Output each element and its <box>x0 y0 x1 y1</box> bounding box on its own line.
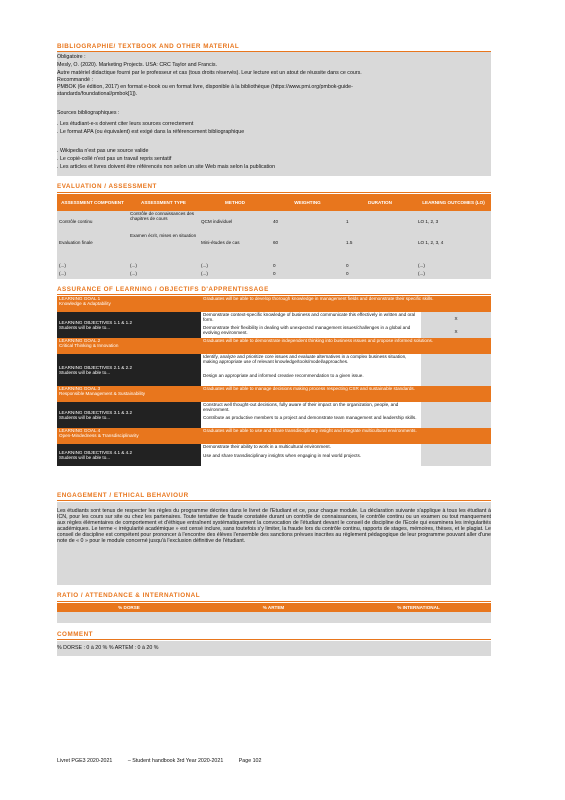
bibliography-title: BIBLIOGRAPHIE/ TEXTBOOK AND OTHER MATERIAL <box>57 43 240 50</box>
objective-row <box>57 312 491 325</box>
objective-label-cell <box>57 444 201 466</box>
goal-label-cell <box>57 296 201 312</box>
objective-text: Identify, analyze and prioritize core issues and evaluate alternatives in a complex business situation, making appropriate use of relevant knowledge/tools/model/approaches. <box>201 354 421 373</box>
goal-text: Graduates will be able to manage decisions making process respecting CSR and sustainable standards. <box>201 386 491 402</box>
objective-label: LEARNING OBJECTIVES 1.1 & 1.2 <box>59 319 133 325</box>
table-row <box>57 211 491 233</box>
table-row <box>57 271 491 279</box>
table-cell <box>128 253 199 263</box>
objective-row <box>57 444 491 453</box>
eval-header: WEIGHTING <box>271 194 344 211</box>
objective-sub: Students will be able to... <box>59 415 111 420</box>
table-cell <box>201 612 346 623</box>
table-cell: (...) <box>128 271 199 279</box>
eval-header: ASSESSMENT TYPE <box>128 194 199 211</box>
learning-goal-row <box>57 386 491 402</box>
goal-text: Graduates will be able to demonstrate independent thinking into business issues and propose informed solutions. <box>201 338 491 354</box>
objective-label: LEARNING OBJECTIVES 3.1 & 3.2 <box>59 409 133 415</box>
biblio-line: Sources bibliographiques : <box>57 110 120 116</box>
goal-label: LEARNING GOAL 1 <box>59 296 101 301</box>
ratio-table <box>57 603 491 623</box>
table-cell <box>57 253 128 263</box>
ratio-header: % DORSE <box>57 603 201 612</box>
table-cell: Contrôle continu <box>57 211 128 233</box>
objective-mark: X <box>421 312 491 325</box>
page-footer <box>57 758 275 764</box>
footer-program: Livret PGE3 2020-2021 <box>57 758 113 764</box>
table-cell: 0 <box>344 271 416 279</box>
biblio-line: PMBOK (6e édition, 2017) en format e-book ou en format livre, disponible à la bibliothèque (https://www.pmi.org/pmbok-guide- <box>57 84 353 90</box>
eval-header: ASSESSMENT COMPONENT <box>57 194 128 211</box>
comment-divider <box>57 639 491 640</box>
table-row <box>57 612 491 623</box>
evaluation-divider <box>57 192 491 193</box>
table-row <box>57 263 491 271</box>
objective-text: Demonstrate their ability to work in a multicultural environment. <box>201 444 421 453</box>
table-cell <box>271 253 344 263</box>
footer-handbook: – Student handbook 3rd Year 2020-2021 <box>127 758 224 764</box>
table-cell: (...) <box>416 263 491 271</box>
engagement-paragraph: Les étudiants sont tenus de respecter les règles du programme décrites dans le livret de l'Etudiant et ce, pour chaque module. La déclaration suivante s'applique à tous les étudiant à ICN, pour les cours sur site ou chez les partenaires. Toute tentative de fraude constatée durant un contrôle de connaissances, le contrôle continu ou un examen ou tout manquement aux règles élémentaires de comportement et d'éthique entraînent systématiquement la convocation de l'étudiant devant le conseil de discipline de l'Ecole qui examinera les irrégularités académiques. Le terme « irrégularité académique » est censé inclure, sans toutefois s'y limiter, la fraude lors du contrôle continu, rapports de stages, mémoires, thèses, et le plagiat. Le conseil de discipline est compétent pour prononcer à l'encontre des élèves l'ensemble des sanctions prévues inscrites au règlement pédagogique de leur programme pouvant aller d'une note de « 0 » pour le module concerné jusqu'à l'exclusion définitive de l'étudiant. <box>57 508 491 545</box>
goal-name: Knowledge & Adaptability <box>59 301 111 307</box>
table-cell: 40 <box>271 211 344 233</box>
table-cell <box>199 253 271 263</box>
objective-mark <box>421 415 491 428</box>
objective-mark <box>421 373 491 386</box>
table-cell: (...) <box>416 271 491 279</box>
table-cell: 0 <box>271 271 344 279</box>
goal-name: Open-Mindedness & Transdisciplinarity <box>59 433 139 439</box>
table-cell: QCM individuel <box>199 211 271 233</box>
table-cell: Mini-études de cas <box>199 233 271 253</box>
biblio-line: . Les étudiant-e-s doivent citer leurs sources correctement <box>57 121 194 127</box>
table-cell <box>346 612 491 623</box>
biblio-line: Autre matériel didactique fourni par le professeur et cas (tous droits réservés). Leur lecture est un atout de réussite dans ce cours. <box>57 70 362 76</box>
objective-label-cell <box>57 354 201 386</box>
learning-goal-row <box>57 296 491 312</box>
table-cell: 1 <box>344 211 416 233</box>
table-cell: (...) <box>128 263 199 271</box>
goal-label: LEARNING GOAL 3 <box>59 386 101 391</box>
goal-label-cell <box>57 428 201 444</box>
table-cell: (...) <box>199 263 271 271</box>
objective-row <box>57 402 491 415</box>
table-cell <box>344 253 416 263</box>
biblio-line: . Les articles et livres doivent être référencés non selon un site Web mais selon la publication <box>57 164 276 170</box>
footer-page: Page 102 <box>238 758 262 764</box>
objective-mark: X <box>421 325 491 338</box>
comment-text: % DORSE : 0 à 20 % % ARTEM : 0 à 20 % <box>57 645 159 651</box>
ratio-header: % INTERNATIONAL <box>346 603 491 612</box>
eval-header: LEARNING OUTCOMES (LO) <box>416 194 491 211</box>
objective-text: Construct well thought-out decisions, fully aware of their impact on the organization, people, and environment. <box>201 402 421 415</box>
comment-title: COMMENT <box>57 631 94 638</box>
assurance-divider <box>57 294 491 295</box>
eval-header: DURATION <box>344 194 416 211</box>
goal-label-cell <box>57 386 201 402</box>
objective-sub: Students will be able to... <box>59 455 111 460</box>
table-row <box>57 233 491 253</box>
table-row <box>57 253 491 263</box>
ratio-title: RATIO / ATTENDANCE & INTERNATIONAL <box>57 592 201 599</box>
goal-name: Responsible Management & Sustainability <box>59 391 146 397</box>
biblio-line: . Le format APA (ou équivalent) est exigé dans la référencement bibliographique <box>57 129 245 135</box>
learning-goals-table <box>57 296 491 466</box>
table-cell: Evaluation finale <box>57 233 128 253</box>
engagement-divider <box>57 500 491 501</box>
objective-sub: Students will be able to... <box>59 325 111 330</box>
goal-name: Critical Thinking & Innovation <box>59 343 119 349</box>
goal-label: LEARNING GOAL 2 <box>59 338 101 343</box>
biblio-line: Obligatoire : <box>57 54 86 60</box>
learning-goal-row <box>57 338 491 354</box>
objective-label: LEARNING OBJECTIVES 2.1 & 2.2 <box>59 364 133 370</box>
objective-text: Use and share transdisciplinary insights when engaging in real world projects. <box>201 453 421 466</box>
table-cell: 0 <box>271 263 344 271</box>
ratio-divider <box>57 601 491 602</box>
evaluation-title: EVALUATION / ASSESSMENT <box>57 183 157 190</box>
objective-text: Design an appropriate and informed creative recommendation to a given issue. <box>201 373 421 386</box>
assurance-title: ASSURANCE OF LEARNING / OBJECTIFS D'APPRENTISSAGE <box>57 286 269 293</box>
objective-label-cell <box>57 402 201 428</box>
evaluation-table <box>57 194 491 279</box>
eval-header: METHOD <box>199 194 271 211</box>
table-cell: (...) <box>199 271 271 279</box>
table-cell: (...) <box>57 263 128 271</box>
table-cell: Examen écrit, mises en situation <box>128 233 199 253</box>
table-cell: (...) <box>57 271 128 279</box>
objective-text: Contribute as productive members to a project and demonstrate team management and leadership skills. <box>201 415 421 428</box>
table-cell: 1.5 <box>344 233 416 253</box>
table-cell: LO 1, 2, 3, 4 <box>416 233 491 253</box>
biblio-line: Recommandé : <box>57 77 93 83</box>
table-cell: Contrôle de connaissances des chapitres de cours <box>128 211 199 233</box>
objective-mark <box>421 444 491 453</box>
table-cell: 60 <box>271 233 344 253</box>
goal-label-cell <box>57 338 201 354</box>
objective-mark <box>421 453 491 466</box>
objective-text: Demonstrate context-specific knowledge of business and communicate this effectively in written and oral form. <box>201 312 421 325</box>
table-cell: 0 <box>344 263 416 271</box>
biblio-line: . Wikipedia n'est pas une source valide <box>57 148 149 154</box>
ratio-header: % ARTEM <box>201 603 346 612</box>
learning-goal-row <box>57 428 491 444</box>
goal-text: Graduates will be able to develop thorough knowledge in management fields and demonstrate their specific skills. <box>201 296 491 312</box>
objective-text: Demonstrate their flexibility in dealing with unexpected management issues/challenges in a global and evolving environment. <box>201 325 421 338</box>
engagement-title: ENGAGEMENT / ETHICAL BEHAVIOUR <box>57 492 189 499</box>
table-cell: LO 1, 2, 3 <box>416 211 491 233</box>
objective-mark <box>421 402 491 415</box>
objective-mark <box>421 354 491 373</box>
biblio-line: Mesly, O. (2020). Marketing Projects. USA: CRC Taylor and Francis. <box>57 62 217 68</box>
objective-label-cell <box>57 312 201 338</box>
objective-sub: Students will be able to... <box>59 370 111 375</box>
table-cell <box>416 253 491 263</box>
table-cell <box>57 612 201 623</box>
objective-label: LEARNING OBJECTIVES 4.1 & 4.2 <box>59 449 133 455</box>
biblio-line: standards/foundational/pmbok[1]). <box>57 91 138 97</box>
objective-row <box>57 354 491 373</box>
goal-text: Graduates will be able to use and share transdisciplinary insight and integrate multicultural environments. <box>201 428 491 444</box>
biblio-line: . Le copié-collé n'est pas un travail repris sentatif <box>57 156 172 162</box>
goal-label: LEARNING GOAL 4 <box>59 428 101 433</box>
